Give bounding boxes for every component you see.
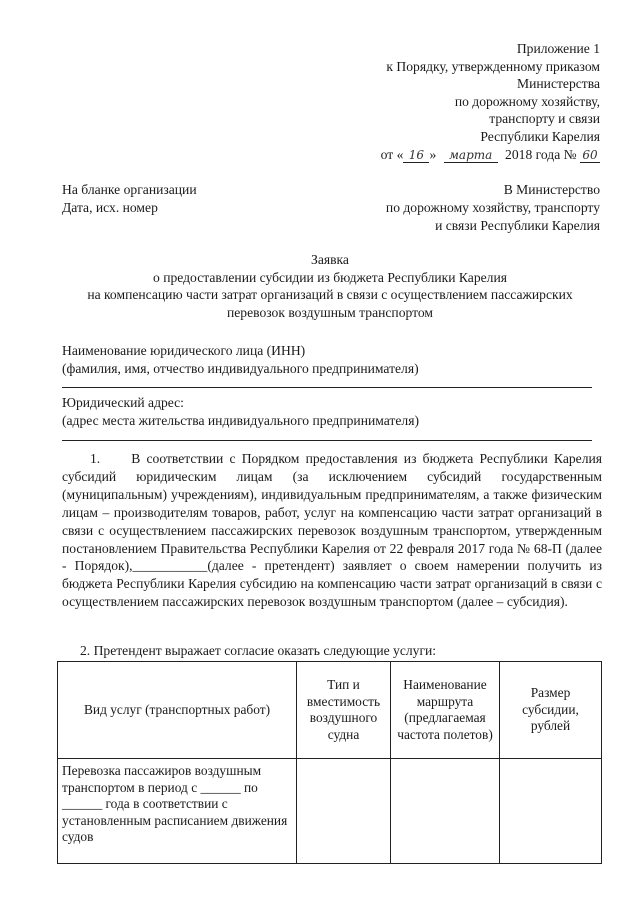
table-row (58, 759, 602, 864)
handwritten-order-number: 60 (580, 148, 600, 163)
date-year: 2018 года № (505, 147, 577, 162)
services-table (57, 661, 602, 864)
appendix-line: Министерства (517, 76, 600, 91)
recipient-header (300, 181, 600, 235)
header-subsidy-amount: Размер субсидии, рублей (500, 662, 602, 759)
appendix-line: Республики Карелия (480, 128, 600, 144)
address-hint: (адрес места жительства индивидуального предпринимателя) (62, 412, 419, 428)
title-line: о предоставлении субсидии из бюджета Республики Карелия (153, 269, 507, 285)
cell-service-description: Перевозка пассажиров воздушным транспортом в период с ______ по ______ года в соответствии с установленным расписанием движения судов (58, 759, 297, 864)
address-field (62, 394, 602, 429)
application-title (40, 251, 620, 321)
appendix-line: Приложение 1 (516, 41, 600, 56)
title-line: на компенсацию части затрат организаций в связи с осуществлением пассажирских (87, 287, 573, 303)
header-service-type: Вид услуг (транспортных работ) (58, 662, 297, 759)
cell-route[interactable] (391, 759, 500, 864)
sender-line: На бланке организации (62, 182, 197, 197)
recipient-line: по дорожному хозяйству, транспорту (385, 200, 600, 215)
appendix-line: к Порядку, утвержденному приказом (386, 58, 600, 74)
cell-aircraft[interactable] (297, 759, 391, 864)
sender-line: Дата, исх. номер (62, 200, 158, 215)
recipient-line: В Министерство (503, 182, 600, 197)
header-aircraft-type: Тип и вместимость воздушного судна (297, 662, 391, 759)
recipient-line: и связи Республики Карелия (435, 218, 600, 233)
handwritten-day: 16 (403, 148, 429, 163)
paragraph-2: 2. Претендент выражает согласие оказать следующие услуги: (80, 643, 437, 658)
entity-name-label: Наименование юридического лица (ИНН) (62, 343, 306, 358)
title-main: Заявка (311, 252, 349, 267)
date-prefix: от « (380, 147, 404, 162)
entity-name-hint: (фамилия, имя, отчество индивидуального предпринимателя) (62, 360, 419, 376)
paragraph-1 (62, 450, 602, 611)
date-mid: » (429, 147, 437, 162)
sender-header (62, 181, 312, 217)
appendix-block (200, 40, 600, 164)
handwritten-month: марта (444, 148, 498, 163)
address-label: Юридический адрес: (62, 395, 184, 410)
appendix-line: транспорту и связи (489, 111, 600, 126)
entity-name-underline[interactable] (62, 387, 592, 388)
address-underline[interactable] (62, 440, 592, 441)
paragraph-1-text: 1. В соответствии с Порядком предоставления из бюджета Республики Карелия субсидий юридическим лицам (за исключением субсидий государственным (муниципальным) учреждениям), индивидуальным предпринимателям, а также физическим лицам – производителям товаров, работ, услуг на компенсацию части затрат организаций в связи с осуществлением пассажирских перевозок воздушным транспортом, утвержденным постановлением Правительства Республики Карелия от 22 февраля 2017 года № 68-П (далее - Порядок),___________(далее - претендент) заявляет о своем намерении получить из бюджета Республики Карелия субсидию на компенсацию части затрат организаций в связи с осуществлением пассажирских перевозок воздушным транспортом (далее – субсидия). (62, 451, 602, 610)
appendix-line: по дорожному хозяйству, (454, 93, 600, 109)
table-header-row (58, 662, 602, 759)
entity-name-field (62, 342, 602, 377)
cell-subsidy[interactable] (500, 759, 602, 864)
order-date-line (200, 146, 600, 164)
header-route-name: Наименование маршрута (предлагаемая частота полетов) (391, 662, 500, 759)
title-line: перевозок воздушным транспортом (226, 304, 434, 320)
